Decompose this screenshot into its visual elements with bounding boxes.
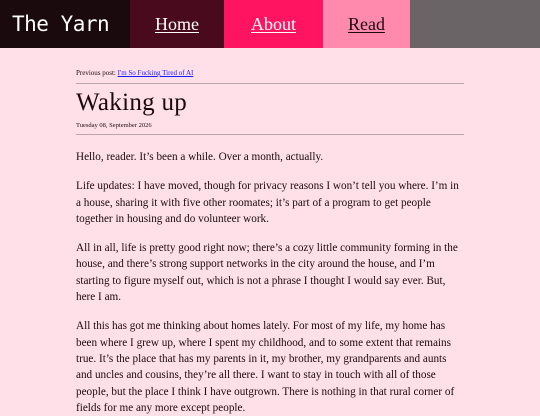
- post-body: [76, 149, 464, 416]
- paragraph: All this has got me thinking about homes lately. For most of my life, my home has been where I grew up, where I spent my childhood, and to some extent that remains true. It’s the place that has my parents in it, my brother, my grandparents and aunts and uncles and cousins, they’re all there. I want to stay in touch with all of those people, but the place I think I have outgrown. There is nothing in that rural corner of fields for me any more except people.: [76, 320, 455, 414]
- paragraph: Hello, reader. It’s been a while. Over a month, actually.: [76, 151, 324, 163]
- top-navigation-bar: [0, 0, 540, 48]
- paragraph: Life updates: I have moved, though for privacy reasons I won’t tell you where. I’m in a house, sharing it with five other roomates; it’s part of a program to get people together in housing and do volunteer work.: [76, 180, 459, 225]
- divider: [76, 83, 464, 84]
- site-title[interactable]: The Yarn: [0, 0, 130, 48]
- previous-post-label: Previous post:: [76, 69, 118, 77]
- nav-link-about[interactable]: About: [224, 0, 323, 48]
- post-content: [76, 48, 464, 416]
- post-title: Waking up: [76, 89, 188, 116]
- paragraph: All in all, life is pretty good right now; there’s a cozy little community forming in the house, and there’s strong support networks in the city around the house, and I’m starting to figure myself out, which is not a phrase I thought I would say ever. But, here I am.: [76, 242, 458, 304]
- previous-post: [76, 69, 464, 78]
- nav-filler: [410, 0, 540, 48]
- nav-link-read[interactable]: Read: [323, 0, 410, 48]
- previous-post-link[interactable]: I'm So Fucking Tired of AI: [117, 69, 194, 77]
- divider: [76, 134, 464, 135]
- nav-link-home[interactable]: Home: [130, 0, 224, 48]
- post-date: Tuesday 08, September 2026: [76, 122, 152, 129]
